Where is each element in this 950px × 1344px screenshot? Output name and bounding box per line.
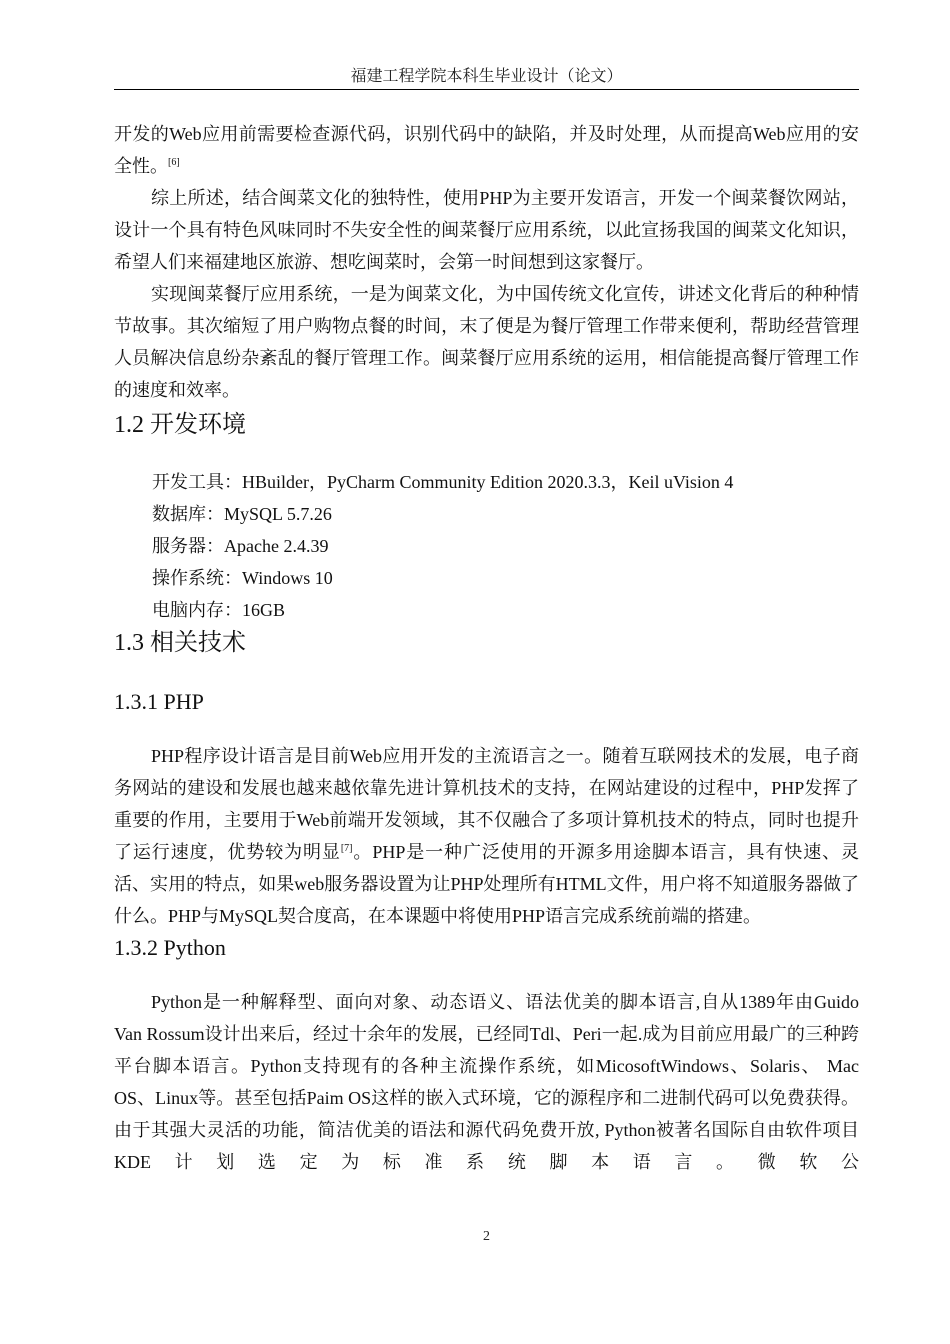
paragraph-summary: 综上所述，结合闽菜文化的独特性，使用PHP为主要开发语言，开发一个闽菜餐饮网站，设计一个具有特色风味同时不失安全性的闽菜餐厅应用系统，以此宣扬我国的闽菜文化知识，希望人们来福建地区旅游、想吃闽菜时，会第一时间想到这家餐厅。 — [114, 188, 859, 272]
paragraph-php — [114, 740, 859, 932]
page-body — [114, 118, 859, 1178]
env-item-database: 数据库：MySQL 5.7.26 — [152, 504, 332, 524]
env-item-os: 操作系统：Windows 10 — [152, 568, 333, 588]
citation-7: [7] — [340, 843, 353, 854]
heading-1-3: 1.3 相关技术 — [114, 630, 246, 656]
citation-6: [6] — [168, 157, 180, 168]
env-item-memory: 电脑内存：16GB — [152, 600, 286, 620]
environment-list — [114, 466, 859, 626]
env-item-tools: 开发工具：HBuilder，PyCharm Community Edition 2020.3.3，Keil uVision 4 — [152, 472, 734, 492]
paragraph-python: Python是一种解释型、面向对象、动态语义、语法优美的脚本语言,自从1389年由Guido Van Rossum设计出来后，经过十余年的发展，已经同Tdl、Peri一起.成为目前应用最广的三种跨平台脚本语言。Python支持现有的各种主流操作系统，如MicosoftWindows、Solaris、 Mac OS、Linux等。甚至包括Paim OS这样的嵌入式环境，它的源程序和二进制代码可以免费获得。由于其强大灵活的功能，简洁优美的语法和源代码免费开放, Python被著名国际自由软件项目KDE计划选定为标准系统脚本语言。微软公 — [114, 992, 859, 1172]
header-rule — [114, 89, 859, 90]
paragraph-intro-text: 开发的Web应用前需要检查源代码，识别代码中的缺陷，并及时处理，从而提高Web应用的安全性。 — [114, 124, 859, 176]
running-header: 福建工程学院本科生毕业设计（论文） — [350, 68, 623, 85]
paragraph-purpose: 实现闽菜餐厅应用系统，一是为闽菜文化，为中国传统文化宣传，讲述文化背后的种种情节故事。其次缩短了用户购物点餐的时间，末了便是为餐厅管理工作带来便利，帮助经营管理人员解决信息纷杂紊乱的餐厅管理工作。闽菜餐厅应用系统的运用，相信能提高餐厅管理工作的速度和效率。 — [114, 284, 859, 400]
heading-1-2: 1.2 开发环境 — [114, 412, 246, 438]
paragraph-php-text-b: 。PHP是一种广泛使用的开源多用途脚本语言，具有快速、灵活、实用的特点，如果web服务器设置为让PHP处理所有HTML文件，用户将不知道服务器做了什么。PHP与MySQL契合度高，在本课题中将使用PHP语言完成系统前端的搭建。 — [114, 842, 859, 926]
paragraph-intro — [114, 118, 859, 182]
page-number: 2 — [483, 1229, 490, 1244]
heading-1-3-2: 1.3.2 Python — [114, 935, 226, 960]
env-item-server: 服务器：Apache 2.4.39 — [152, 536, 329, 556]
heading-1-3-1: 1.3.1 PHP — [114, 689, 204, 714]
paragraph-php-text-a: PHP程序设计语言是目前Web应用开发的主流语言之一。随着互联网技术的发展，电子商务网站的建设和发展也越来越依靠先进计算机技术的支持，在网站建设的过程中，PHP发挥了重要的作用，主要用于Web前端开发领域，其不仅融合了多项计算机技术的特点，同时也提升了运行速度，优势较为明显 — [114, 746, 859, 862]
